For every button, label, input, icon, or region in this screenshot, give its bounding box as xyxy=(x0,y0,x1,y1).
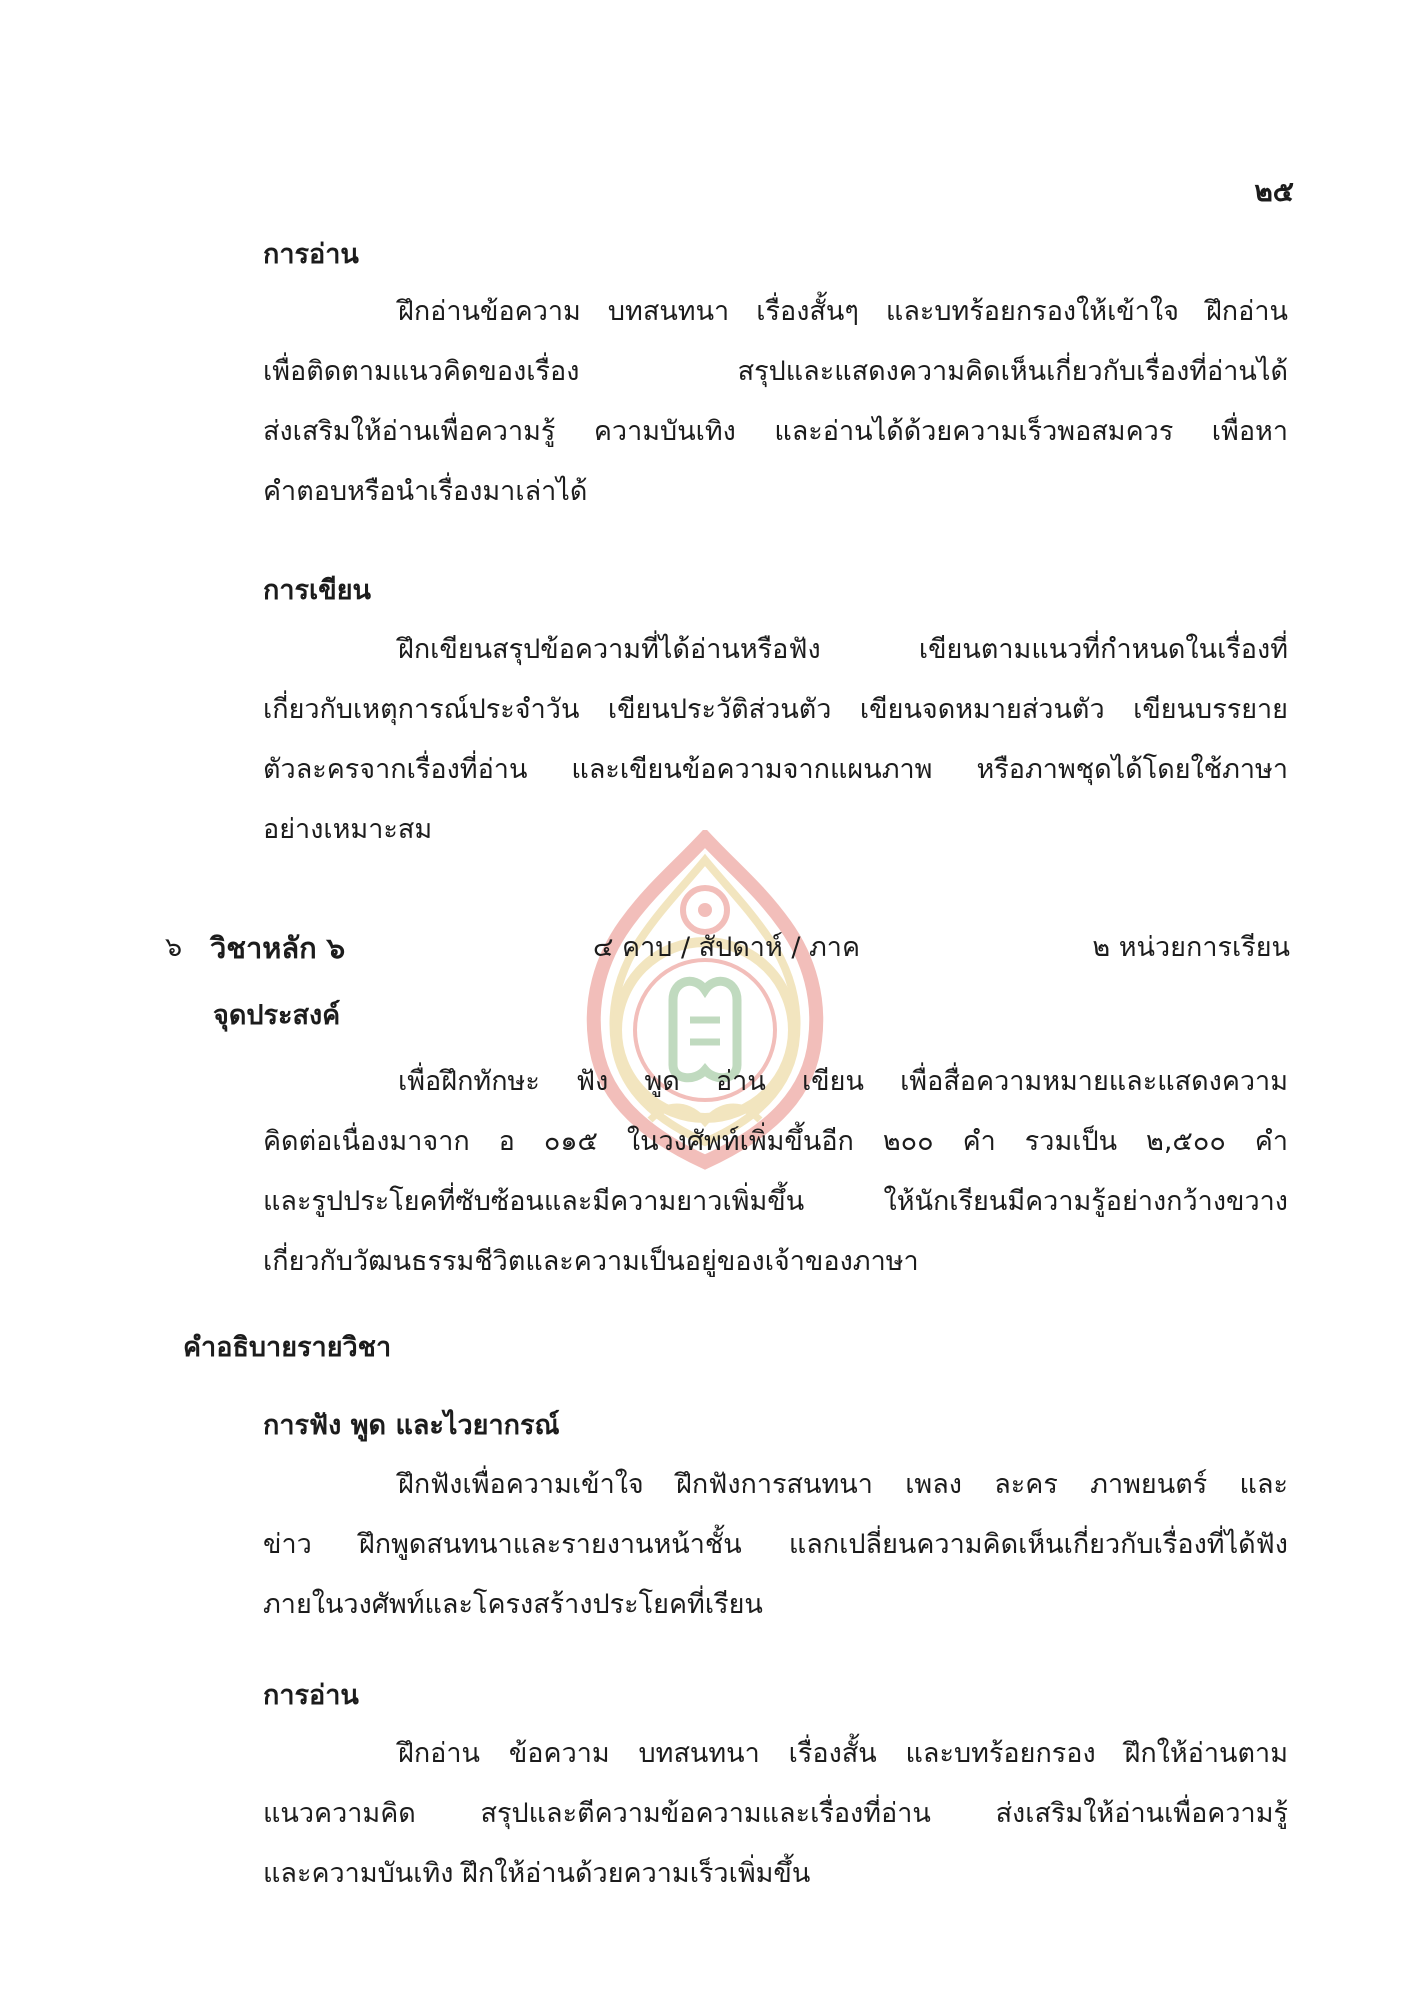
paragraph-line: เพื่อฝึกทักษะ ฟัง พูด อ่าน เขียน เพื่อสื่อความหมายและแสดงความ xyxy=(398,1066,1288,1097)
paragraph-line: คิดต่อเนื่องมาจาก อ ๐๑๕ ในวงศัพท์เพิ่มขึ้นอีก ๒๐๐ คำ รวมเป็น ๒,๕๐๐ คำ xyxy=(263,1126,1288,1157)
paragraph-writing xyxy=(263,620,1288,860)
heading-objectives: จุดประสงค์ xyxy=(213,1000,341,1031)
page-number: ๒๕ xyxy=(1254,175,1294,208)
paragraph-listening-speaking xyxy=(263,1455,1288,1635)
paragraph-line: ฝึกฟังเพื่อความเข้าใจ ฝึกฟังการสนทนา เพลง ละคร ภาพยนตร์ และ xyxy=(398,1469,1288,1500)
paragraph-line: ฝึกอ่านข้อความ บทสนทนา เรื่องสั้นๆ และบทร้อยกรองให้เข้าใจ ฝึกอ่าน xyxy=(398,296,1288,327)
course-info-row xyxy=(165,925,1290,965)
paragraph-reading-1 xyxy=(263,282,1288,522)
paragraph-line: แนวความคิด สรุปและตีความข้อความและเรื่องที่อ่าน ส่งเสริมให้อ่านเพื่อความรู้ xyxy=(263,1798,1288,1829)
paragraph-line: อย่างเหมาะสม xyxy=(263,814,433,845)
paragraph-reading-2 xyxy=(263,1724,1288,1904)
heading-writing: การเขียน xyxy=(263,575,371,606)
course-number: ๖ xyxy=(165,932,183,963)
paragraph-line: ส่งเสริมให้อ่านเพื่อความรู้ ความบันเทิง และอ่านได้ด้วยความเร็วพอสมควร เพื่อหา xyxy=(263,416,1288,447)
paragraph-line: ข่าว ฝึกพูดสนทนาและรายงานหน้าชั้น แลกเปลี่ยนความคิดเห็นเกี่ยวกับเรื่องที่ได้ฟัง xyxy=(263,1529,1288,1560)
paragraph-line: ฝึกอ่าน ข้อความ บทสนทนา เรื่องสั้น และบทร้อยกรอง ฝึกให้อ่านตาม xyxy=(398,1738,1288,1769)
heading-reading-1: การอ่าน xyxy=(263,239,359,270)
heading-course-description: คำอธิบายรายวิชา xyxy=(183,1332,392,1363)
paragraph-line: ภายในวงศัพท์และโครงสร้างประโยคที่เรียน xyxy=(263,1589,763,1620)
paragraph-line: เกี่ยวกับเหตุการณ์ประจำวัน เขียนประวัติส่วนตัว เขียนจดหมายส่วนตัว เขียนบรรยาย xyxy=(263,694,1288,725)
paragraph-line: คำตอบหรือนำเรื่องมาเล่าได้ xyxy=(263,476,588,507)
heading-reading-2: การอ่าน xyxy=(263,1680,359,1711)
paragraph-objectives xyxy=(263,1052,1288,1292)
paragraph-line: และความบันเทิง ฝึกให้อ่านด้วยความเร็วเพิ่มขึ้น xyxy=(263,1858,811,1889)
paragraph-line: เพื่อติดตามแนวคิดของเรื่อง สรุปและแสดงความคิดเห็นเกี่ยวกับเรื่องที่อ่านได้ xyxy=(263,356,1288,387)
course-credits: ๒ หน่วยการเรียน xyxy=(1092,932,1290,963)
paragraph-line: และรูปประโยคที่ซับซ้อนและมีความยาวเพิ่มขึ้น ให้นักเรียนมีความรู้อย่างกว้างขวาง xyxy=(263,1186,1288,1217)
paragraph-line: ฝึกเขียนสรุปข้อความที่ได้อ่านหรือฟัง เขียนตามแนวที่กำหนดในเรื่องที่ xyxy=(398,634,1288,665)
heading-listening-speaking: การฟัง พูด และไวยากรณ์ xyxy=(263,1410,560,1441)
course-title: วิชาหลัก ๖ xyxy=(210,931,346,965)
paragraph-line: เกี่ยวกับวัฒนธรรมชีวิตและความเป็นอยู่ของเจ้าของภาษา xyxy=(263,1246,919,1277)
course-hours: ๔ คาบ / สัปดาห์ / ภาค xyxy=(593,932,861,963)
paragraph-line: ตัวละครจากเรื่องที่อ่าน และเขียนข้อความจากแผนภาพ หรือภาพชุดได้โดยใช้ภาษา xyxy=(263,754,1288,785)
